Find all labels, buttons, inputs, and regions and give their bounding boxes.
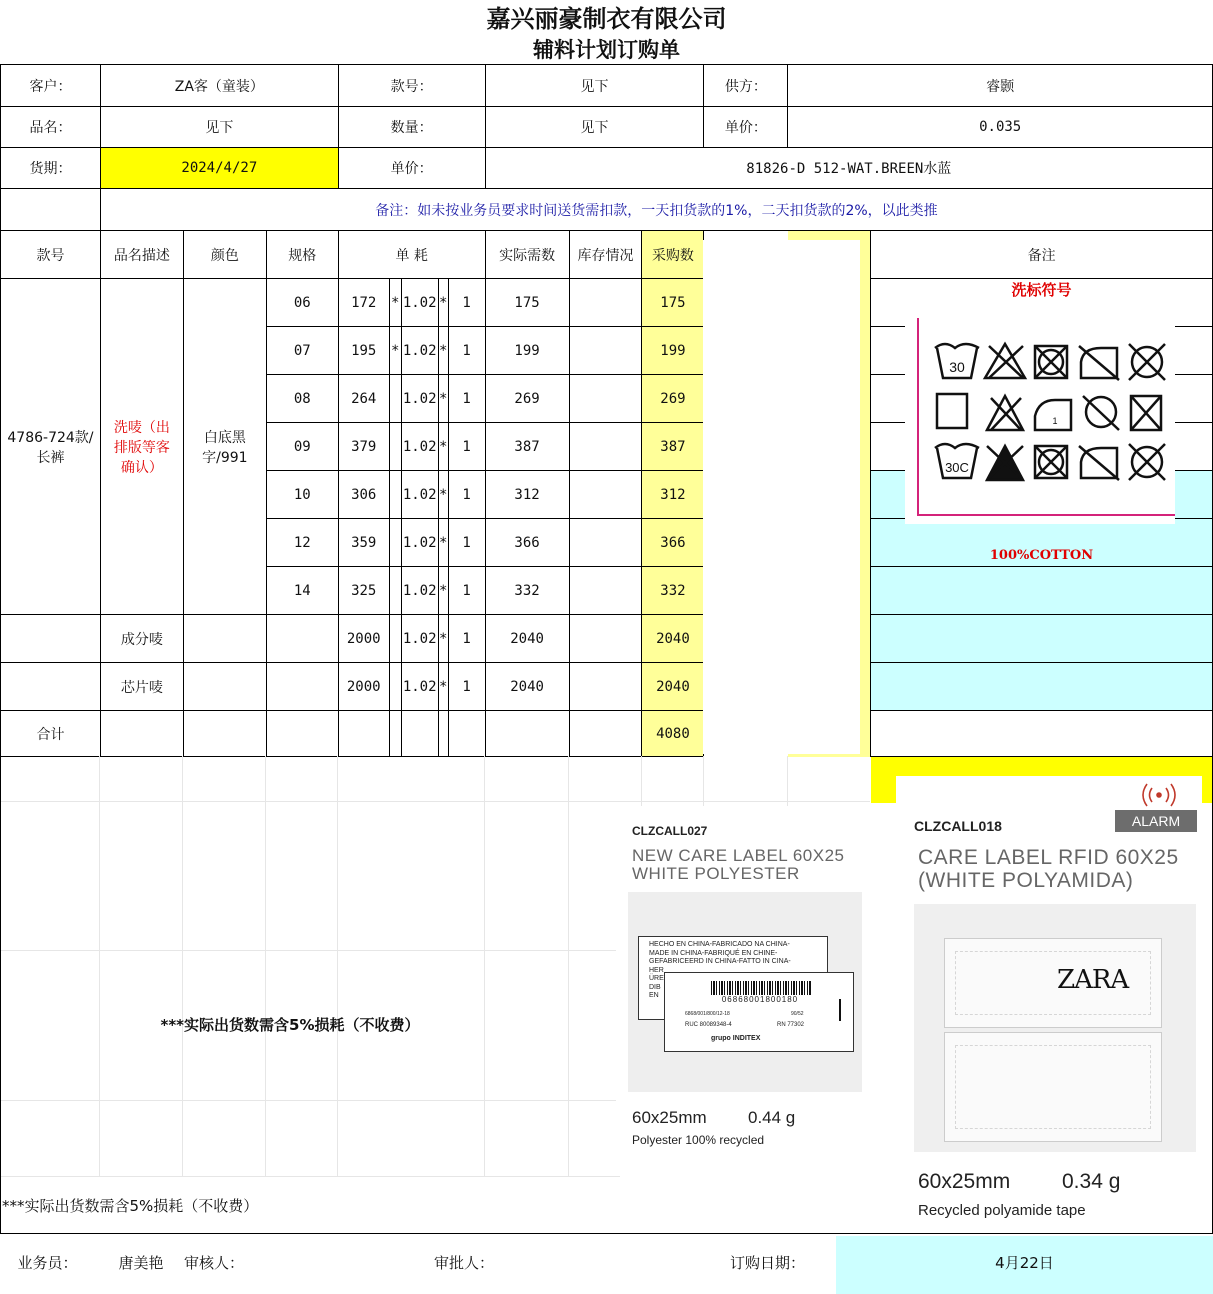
col-desc: 品名描述 (100, 231, 183, 279)
supplier-value: 睿颢 (788, 65, 1213, 107)
table-row: 成分唛 2000 1.02 * 1 2040 2040 (1, 615, 1213, 663)
total-purchase: 4080 (642, 711, 704, 757)
table-row: 10 306 1.02 * 1 312 312 (1, 471, 1213, 519)
table-row: 07 195 * 1.02 * 1 199 199 (1, 327, 1213, 375)
total-row (1, 711, 1213, 757)
label1-code: CLZCALL027 (632, 824, 708, 838)
col-actual: 实际需数 (485, 231, 569, 279)
col-size: 规格 (266, 231, 338, 279)
total-label: 合计 (1, 711, 101, 757)
care-label-card-1 (616, 812, 866, 1162)
table-row: 4786-724款/长裤 洗唛（出排版等客确认） 白底黑字/991 06 172 * 1.02 * 1 175 175 (1, 279, 1213, 327)
label1-front-tag: 06868001800180 6868/001/800/12-18 90/52 RUC 80089348-4 RN 77302 grupo INDITEX (664, 972, 854, 1052)
order-date-value: 4月22日 (995, 1254, 1054, 1272)
label2-code: CLZCALL018 (914, 818, 1002, 834)
label2-weight: 0.34 g (1062, 1170, 1121, 1193)
label1-back-tag: HECHO EN CHINA-FABRICADO NA CHINA- MADE IN CHINA-FABRIQUÉ EN CHINE- GEFABRICEERD IN CHINA-FATTO IN CINA- HER ÜRE DIB EN (638, 936, 828, 1020)
delivery-value: 2024/4/27 (100, 148, 338, 189)
zara-logo: ZARA (1057, 965, 1129, 995)
care-symbols-icon (931, 338, 1175, 508)
style-label: 款号： (338, 65, 485, 107)
col-remark: 备注 (871, 231, 1213, 279)
payment-remark: 备注：如未按业务员要求时间送货需扣款，一天扣货款的1%，二天扣货款的2%，以此类推 (100, 189, 1212, 231)
label1-name-2: WHITE POLYESTER (632, 864, 800, 883)
rfid-tag-front (944, 938, 1162, 1028)
loss-note-footer: ***实际出货数需含5%损耗（不收费） (2, 1197, 259, 1215)
product-value: 见下 (100, 107, 338, 148)
label2-size: 60x25mm (918, 1170, 1011, 1193)
product-label: 品名： (1, 107, 101, 148)
table-row: 12 359 1.02 * 1 366 366 (1, 519, 1213, 567)
loss-note: ***实际出货数需含5%损耗（不收费） (160, 1016, 420, 1034)
main-desc: 洗唛（出排版等客确认） (100, 279, 183, 615)
col-color: 颜色 (183, 231, 266, 279)
col-consumption: 单 耗 (338, 231, 485, 279)
svg-text:30C: 30C (945, 460, 969, 475)
main-color: 白底黑字/991 (183, 279, 266, 615)
label2-material: Recycled polyamide tape (918, 1202, 1086, 1219)
sales-value: 唐美艳 (118, 1254, 164, 1272)
supplier-label: 供方： (704, 65, 788, 107)
price2-value: 81826-D 512-WAT.BREEN水蓝 (485, 148, 1212, 189)
price-label: 单价： (704, 107, 788, 148)
label1-name-1: NEW CARE LABEL 60X25 (632, 846, 845, 865)
customer-label: 客户： (1, 65, 101, 107)
approver-label: 审批人： (434, 1254, 495, 1272)
qty-value: 见下 (485, 107, 704, 148)
rfid-signal-icon (1138, 782, 1180, 808)
price2-label: 单价： (338, 148, 485, 189)
wash-symbols-title: 洗标符号 (1011, 281, 1072, 299)
table-row: 09 379 1.02 * 1 387 387 (1, 423, 1213, 471)
wash-symbols-card (905, 318, 1175, 524)
inditex-logo: grupo INDITEX (711, 1035, 761, 1042)
company-title: 嘉兴丽豪制衣有限公司 (486, 4, 727, 33)
barcode-icon (711, 981, 811, 995)
label1-material: Polyester 100% recycled (632, 1133, 765, 1147)
label2-name-1: CARE LABEL RFID 60X25 (918, 846, 1179, 869)
table-row: 14 325 1.02 * 1 332 332 (1, 567, 1213, 615)
order-date-label: 订购日期： (730, 1254, 806, 1272)
table-row: 芯片唛 2000 1.02 * 1 2040 2040 (1, 663, 1213, 711)
reviewer-label: 审核人： (184, 1254, 245, 1272)
svg-text:1: 1 (1052, 416, 1058, 426)
delivery-label: 货期： (1, 148, 101, 189)
col-stock: 库存情况 (569, 231, 642, 279)
style-value: 见下 (485, 65, 704, 107)
col-style: 款号 (1, 231, 101, 279)
price-value: 0.035 (788, 107, 1213, 148)
qty-label: 数量： (338, 107, 485, 148)
composition-text: 100%COTTON (989, 548, 1094, 563)
label1-weight: 0.44 g (748, 1108, 796, 1127)
label1-size: 60x25mm (632, 1108, 707, 1127)
customer-value: ZA客（童装） (100, 65, 338, 107)
svg-text:30: 30 (949, 359, 965, 375)
main-style: 4786-724款/长裤 (1, 279, 101, 615)
label2-name-2: (WHITE POLYAMIDA) (918, 869, 1134, 892)
rfid-tag-back (944, 1032, 1162, 1142)
sales-label: 业务员： (17, 1254, 78, 1272)
care-label-card-2 (896, 776, 1202, 1229)
alarm-badge: ALARM (1115, 810, 1197, 832)
col-purchase: 采购数 (642, 231, 704, 279)
document-title: 辅料计划订购单 (533, 37, 680, 62)
table-row: 08 264 1.02 * 1 269 269 (1, 375, 1213, 423)
